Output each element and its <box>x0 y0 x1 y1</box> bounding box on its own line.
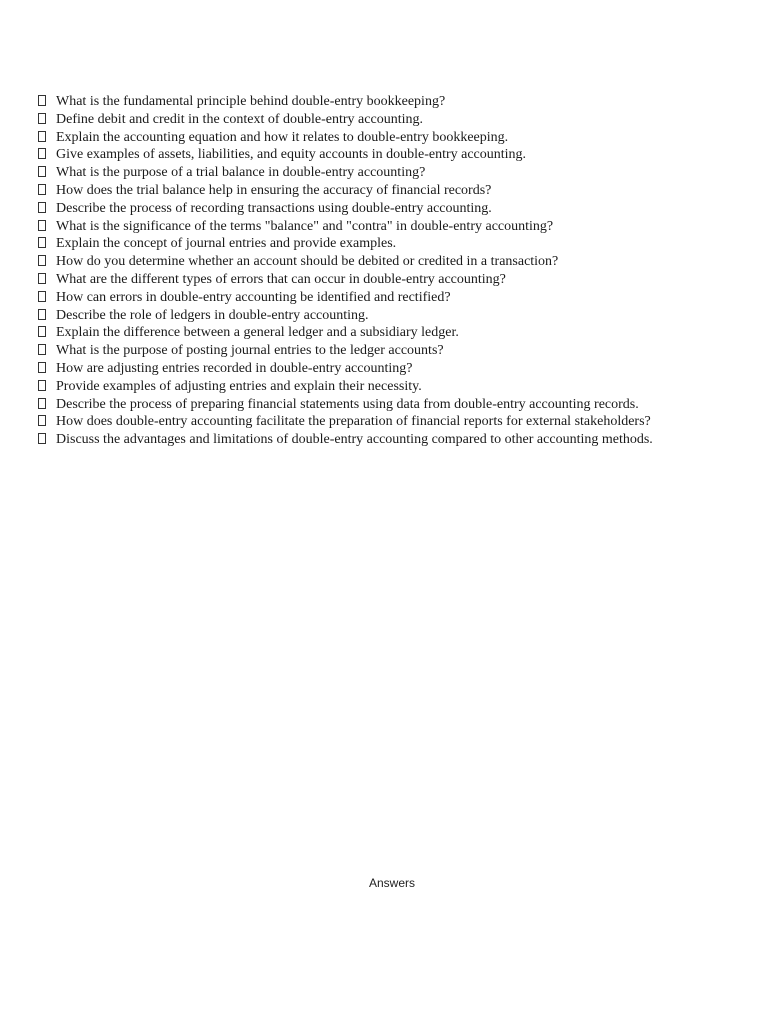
question-text: Explain the concept of journal entries and provide examples. <box>56 236 397 252</box>
question-item <box>38 431 653 449</box>
question-text: What is the purpose of a trial balance in double-entry accounting? <box>56 165 426 181</box>
question-text: How do you determine whether an account should be debited or credited in a transaction? <box>56 254 559 270</box>
question-item <box>38 307 653 325</box>
question-item <box>38 396 653 414</box>
question-item <box>38 342 653 360</box>
question-text: What are the different types of errors that can occur in double-entry accounting? <box>56 271 506 287</box>
bullet-box-icon <box>38 398 46 409</box>
bullet-box-icon <box>38 131 46 142</box>
question-item <box>38 253 653 271</box>
bullet-box-icon <box>38 113 46 124</box>
question-text: Discuss the advantages and limitations of double-entry accounting compared to other accounting methods. <box>56 432 653 448</box>
question-text: Explain the difference between a general ledger and a subsidiary ledger. <box>56 325 459 341</box>
question-text: Describe the process of preparing financial statements using data from double-entry accounting records. <box>56 396 639 412</box>
question-text: Describe the process of recording transactions using double-entry accounting. <box>56 200 492 216</box>
bullet-box-icon <box>38 166 46 177</box>
question-list <box>38 93 653 449</box>
question-text: How does the trial balance help in ensuring the accuracy of financial records? <box>56 182 492 198</box>
bullet-box-icon <box>38 380 46 391</box>
bullet-box-icon <box>38 148 46 159</box>
bullet-box-icon <box>38 237 46 248</box>
question-item <box>38 235 653 253</box>
bullet-box-icon <box>38 291 46 302</box>
bullet-box-icon <box>38 255 46 266</box>
question-item <box>38 218 653 236</box>
question-text: What is the fundamental principle behind double-entry bookkeeping? <box>56 94 446 109</box>
bullet-box-icon <box>38 415 46 426</box>
question-item <box>38 111 653 129</box>
question-item <box>38 164 653 182</box>
bullet-box-icon <box>38 220 46 231</box>
question-item <box>38 324 653 342</box>
bullet-box-icon <box>38 202 46 213</box>
question-item <box>38 129 653 147</box>
answers-label: Answers <box>368 876 415 890</box>
question-item <box>38 378 653 396</box>
bullet-box-icon <box>38 344 46 355</box>
question-item <box>38 146 653 164</box>
bullet-box-icon <box>38 309 46 320</box>
question-text: Define debit and credit in the context of double-entry accounting. <box>56 111 423 127</box>
question-item <box>38 289 653 307</box>
question-text: What is the purpose of posting journal entries to the ledger accounts? <box>56 343 444 359</box>
question-item <box>38 182 653 200</box>
question-item <box>38 413 653 431</box>
question-text: Explain the accounting equation and how it relates to double-entry bookkeeping. <box>56 129 509 145</box>
bullet-box-icon <box>38 433 46 444</box>
question-text: What is the significance of the terms "balance" and "contra" in double-entry accounting? <box>56 218 554 234</box>
question-item <box>38 271 653 289</box>
bullet-box-icon <box>38 362 46 373</box>
bullet-box-icon <box>38 273 46 284</box>
question-text: Describe the role of ledgers in double-entry accounting. <box>56 307 369 323</box>
bullet-box-icon <box>38 326 46 337</box>
question-text: How are adjusting entries recorded in double-entry accounting? <box>56 360 413 376</box>
question-text: How does double-entry accounting facilitate the preparation of financial reports for external stakeholders? <box>56 414 651 430</box>
question-item <box>38 93 653 111</box>
question-item <box>38 360 653 378</box>
question-text: How can errors in double-entry accounting be identified and rectified? <box>56 289 451 305</box>
bullet-box-icon <box>38 95 46 106</box>
question-item <box>38 200 653 218</box>
question-text: Provide examples of adjusting entries and explain their necessity. <box>56 378 422 394</box>
bullet-box-icon <box>38 184 46 195</box>
question-text: Give examples of assets, liabilities, and equity accounts in double-entry accounting. <box>56 147 527 163</box>
